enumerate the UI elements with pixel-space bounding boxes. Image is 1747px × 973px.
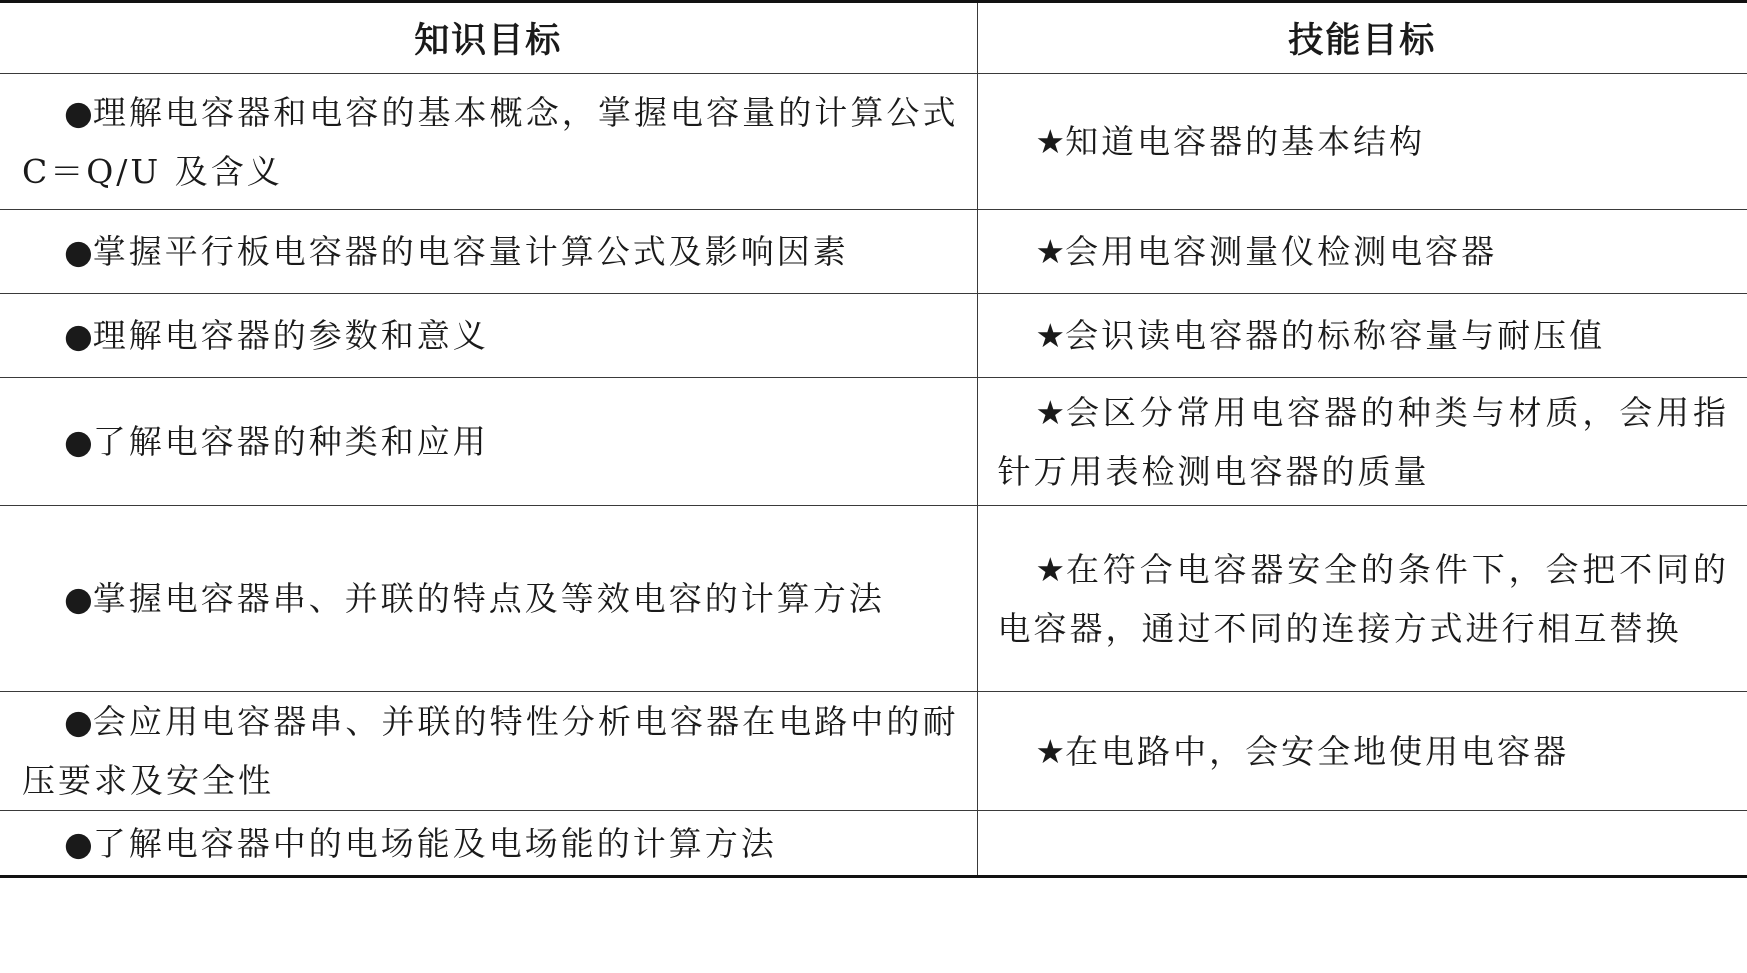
star-marker: ★ bbox=[1035, 232, 1066, 271]
skill-text: 在电路中，会安全地使用电容器 bbox=[1065, 731, 1570, 771]
knowledge-cell bbox=[0, 210, 977, 294]
skill-text: 在符合电容器安全的条件下，会把不同的电容器，通过不同的连接方式进行相互替换 bbox=[997, 549, 1729, 648]
star-marker: ★ bbox=[1035, 731, 1066, 771]
header-row bbox=[0, 2, 1747, 74]
star-marker: ★ bbox=[1035, 392, 1066, 432]
knowledge-text: 掌握平行板电容器的电容量计算公式及影响因素 bbox=[92, 232, 849, 271]
knowledge-text: 会应用电容器串、并联的特性分析电容器在电路中的耐压要求及安全性 bbox=[22, 702, 959, 800]
table-row bbox=[0, 294, 1747, 378]
skill-text: 知道电容器的基本结构 bbox=[1065, 122, 1426, 161]
table-header bbox=[0, 2, 1747, 74]
table-row bbox=[0, 74, 1747, 210]
knowledge-cell bbox=[0, 692, 977, 811]
skill-cell bbox=[977, 506, 1747, 692]
table-row bbox=[0, 506, 1747, 692]
bullet-marker: ● bbox=[64, 422, 93, 461]
skill-cell bbox=[977, 210, 1747, 294]
knowledge-text: 了解电容器的种类和应用 bbox=[92, 422, 489, 461]
knowledge-text: 掌握电容器串、并联的特点及等效电容的计算方法 bbox=[92, 579, 885, 618]
bullet-marker: ● bbox=[64, 92, 93, 132]
skill-text: 会用电容测量仪检测电容器 bbox=[1065, 232, 1498, 271]
knowledge-cell bbox=[0, 378, 977, 506]
star-marker: ★ bbox=[1035, 122, 1066, 161]
knowledge-text: 理解电容器和电容的基本概念，掌握电容量的计算公式 C＝Q/U 及含义 bbox=[22, 92, 959, 191]
bullet-marker: ● bbox=[64, 702, 93, 741]
table-row bbox=[0, 692, 1747, 811]
knowledge-objectives-header: 知识目标 bbox=[0, 2, 977, 74]
knowledge-text: 理解电容器的参数和意义 bbox=[92, 316, 489, 355]
skill-text: 会识读电容器的标称容量与耐压值 bbox=[1065, 316, 1606, 355]
knowledge-cell bbox=[0, 74, 977, 210]
bullet-marker: ● bbox=[64, 579, 93, 618]
skill-cell bbox=[977, 692, 1747, 811]
star-marker: ★ bbox=[1035, 549, 1066, 589]
knowledge-text: 了解电容器中的电场能及电场能的计算方法 bbox=[92, 823, 777, 863]
table-row bbox=[0, 378, 1747, 506]
skill-cell bbox=[977, 378, 1747, 506]
skill-objectives-header: 技能目标 bbox=[977, 2, 1747, 74]
skill-cell bbox=[977, 74, 1747, 210]
skill-text: 会区分常用电容器的种类与材质，会用指针万用表检测电容器的质量 bbox=[997, 392, 1729, 491]
bullet-marker: ● bbox=[64, 232, 93, 271]
knowledge-cell bbox=[0, 811, 977, 877]
bullet-marker: ● bbox=[64, 316, 93, 355]
skill-cell bbox=[977, 294, 1747, 378]
skill-cell bbox=[977, 811, 1747, 877]
bullet-marker: ● bbox=[64, 823, 93, 863]
knowledge-cell bbox=[0, 294, 977, 378]
knowledge-cell bbox=[0, 506, 977, 692]
table-row bbox=[0, 210, 1747, 294]
table-body bbox=[0, 74, 1747, 877]
star-marker: ★ bbox=[1035, 316, 1066, 355]
table-row bbox=[0, 811, 1747, 877]
